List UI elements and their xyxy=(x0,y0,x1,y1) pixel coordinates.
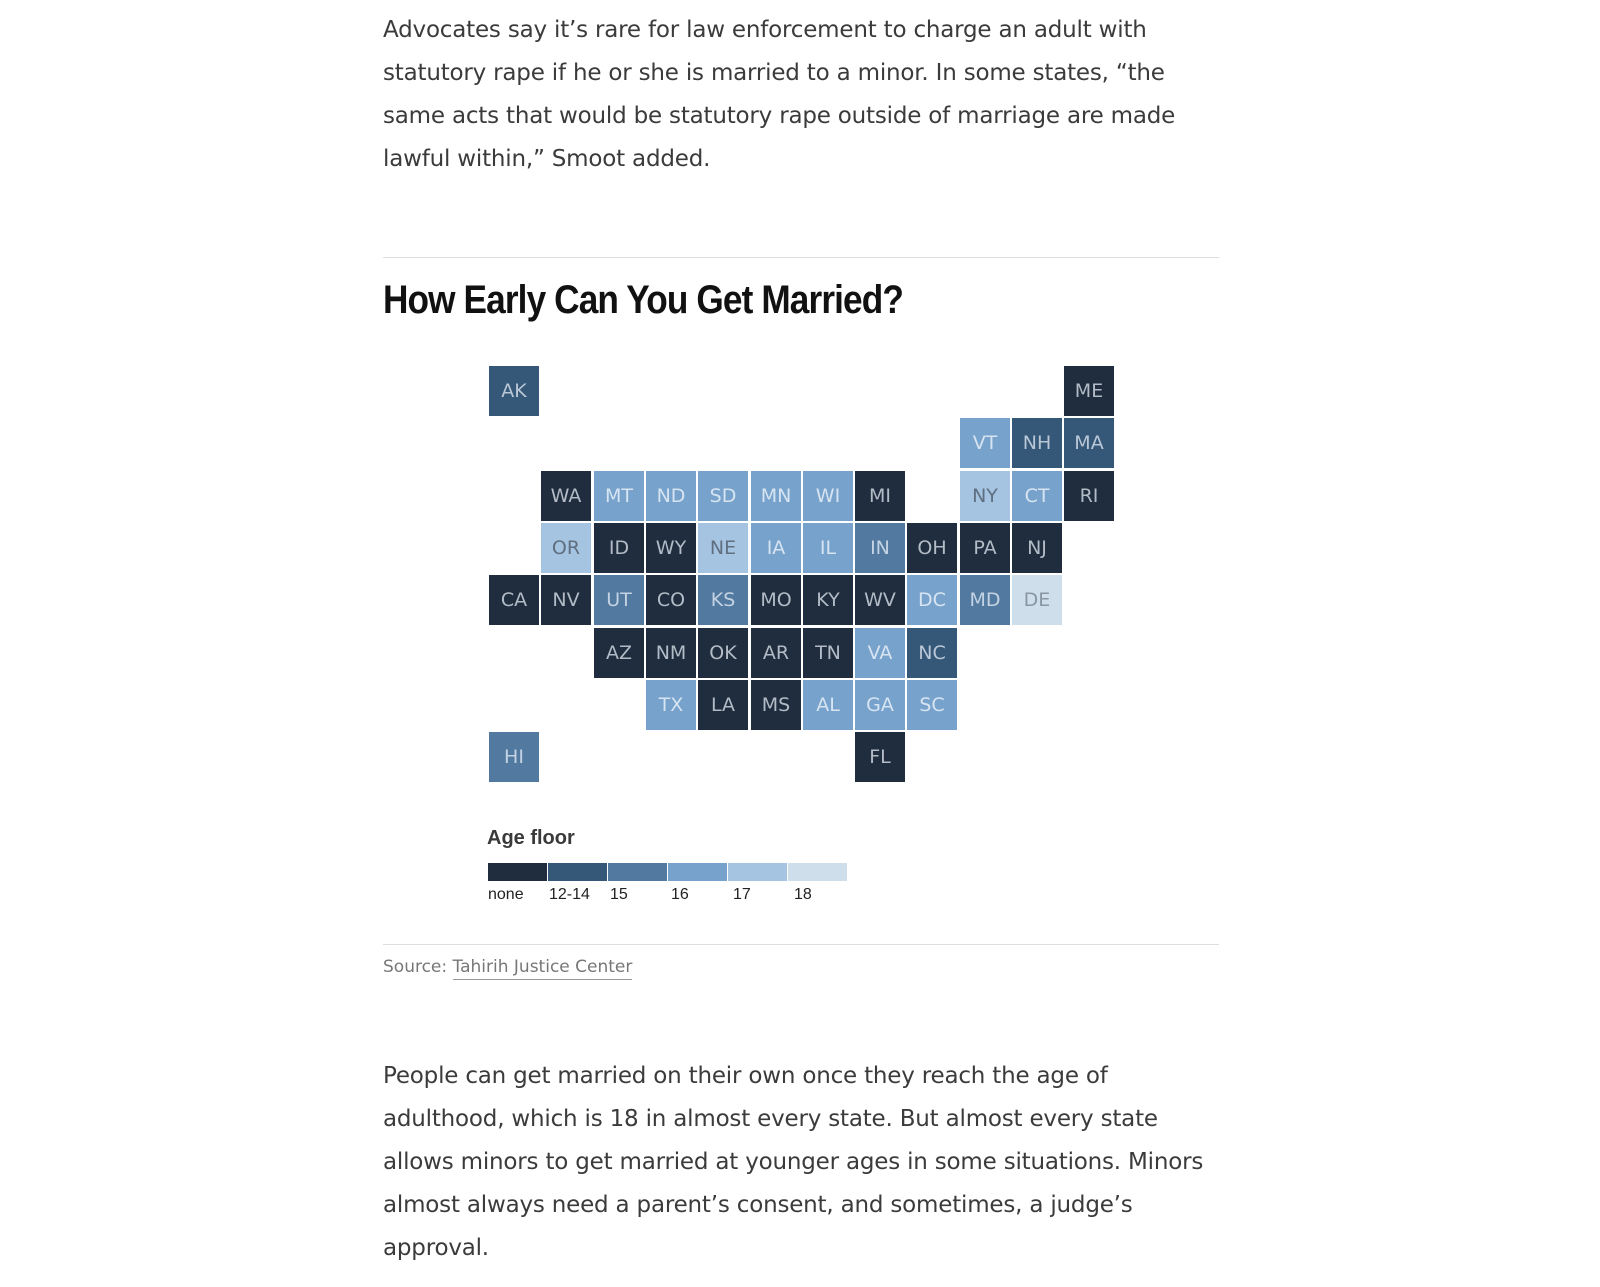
legend-title: Age floor xyxy=(487,827,575,849)
legend-bar xyxy=(488,863,848,881)
legend-label-15: 15 xyxy=(610,886,628,903)
source-link[interactable]: Tahirih Justice Center xyxy=(453,957,633,980)
divider-bottom xyxy=(383,944,1219,945)
state-tile-fl: FL xyxy=(855,732,905,782)
state-tile-ma: MA xyxy=(1064,418,1114,468)
state-tile-ga: GA xyxy=(855,680,905,730)
state-tile-nc: NC xyxy=(907,628,957,678)
state-tile-sd: SD xyxy=(698,471,748,521)
state-tile-tx: TX xyxy=(646,680,696,730)
state-tile-ut: UT xyxy=(594,575,644,625)
state-tile-wy: WY xyxy=(646,523,696,573)
legend-label-16: 16 xyxy=(671,886,689,903)
state-tile-dc: DC xyxy=(907,575,957,625)
state-tile-la: LA xyxy=(698,680,748,730)
state-tile-va: VA xyxy=(855,628,905,678)
state-tile-ny: NY xyxy=(960,471,1010,521)
state-tile-mi: MI xyxy=(855,471,905,521)
state-tile-nm: NM xyxy=(646,628,696,678)
graphic-title: How Early Can You Get Married? xyxy=(383,278,903,322)
state-tile-de: DE xyxy=(1012,575,1062,625)
state-tile-mo: MO xyxy=(751,575,801,625)
state-tile-ca: CA xyxy=(489,575,539,625)
state-tile-nh: NH xyxy=(1012,418,1062,468)
state-tile-in: IN xyxy=(855,523,905,573)
paragraph-bottom: People can get married on their own once they reach the age of adulthood, which is 18 in almost every state. But almost every state allows minors to get married at younger ages in some situations. Minors almost always need a parent’s consent, and sometimes, a judge’s approval. xyxy=(383,1063,1204,1261)
legend-label-12-14: 12-14 xyxy=(549,886,590,903)
state-tile-me: ME xyxy=(1064,366,1114,416)
paragraph-top: Advocates say it’s rare for law enforcement to charge an adult with statutory rape if he or she is married to a minor. In some states, “the same acts that would be statutory rape outside of marriage are made lawful within,” Smoot added. xyxy=(383,17,1176,172)
state-tile-ak: AK xyxy=(489,366,539,416)
state-tile-nj: NJ xyxy=(1012,523,1062,573)
state-tile-ct: CT xyxy=(1012,471,1062,521)
legend-swatch-none xyxy=(488,863,547,881)
state-tile-hi: HI xyxy=(489,732,539,782)
state-tile-vt: VT xyxy=(960,418,1010,468)
state-tile-az: AZ xyxy=(594,628,644,678)
state-tile-nd: ND xyxy=(646,471,696,521)
legend-label-17: 17 xyxy=(733,886,751,903)
source-label: Source: xyxy=(383,957,448,977)
state-tile-wa: WA xyxy=(541,471,591,521)
legend-swatch-15 xyxy=(608,863,667,881)
state-tile-tn: TN xyxy=(803,628,853,678)
legend-swatch-12-14 xyxy=(548,863,607,881)
state-tile-wi: WI xyxy=(803,471,853,521)
state-tile-mt: MT xyxy=(594,471,644,521)
state-tile-ar: AR xyxy=(751,628,801,678)
divider-top xyxy=(383,257,1219,258)
state-tile-oh: OH xyxy=(907,523,957,573)
state-tile-ms: MS xyxy=(751,680,801,730)
state-tile-co: CO xyxy=(646,575,696,625)
state-tile-id: ID xyxy=(594,523,644,573)
state-tile-ri: RI xyxy=(1064,471,1114,521)
state-tile-al: AL xyxy=(803,680,853,730)
state-tile-il: IL xyxy=(803,523,853,573)
legend-label-18: 18 xyxy=(794,886,812,903)
state-tile-nv: NV xyxy=(541,575,591,625)
state-tile-pa: PA xyxy=(960,523,1010,573)
state-tile-or: OR xyxy=(541,523,591,573)
legend-swatch-17 xyxy=(728,863,787,881)
legend-label-none: none xyxy=(488,886,524,903)
state-tile-wv: WV xyxy=(855,575,905,625)
state-tile-ia: IA xyxy=(751,523,801,573)
state-tile-ks: KS xyxy=(698,575,748,625)
state-tile-ne: NE xyxy=(698,523,748,573)
legend-swatch-16 xyxy=(668,863,727,881)
state-tile-md: MD xyxy=(960,575,1010,625)
state-tile-sc: SC xyxy=(907,680,957,730)
state-tile-ky: KY xyxy=(803,575,853,625)
source-line xyxy=(383,957,632,977)
state-tile-ok: OK xyxy=(698,628,748,678)
state-tile-mn: MN xyxy=(751,471,801,521)
legend-swatch-18 xyxy=(788,863,847,881)
